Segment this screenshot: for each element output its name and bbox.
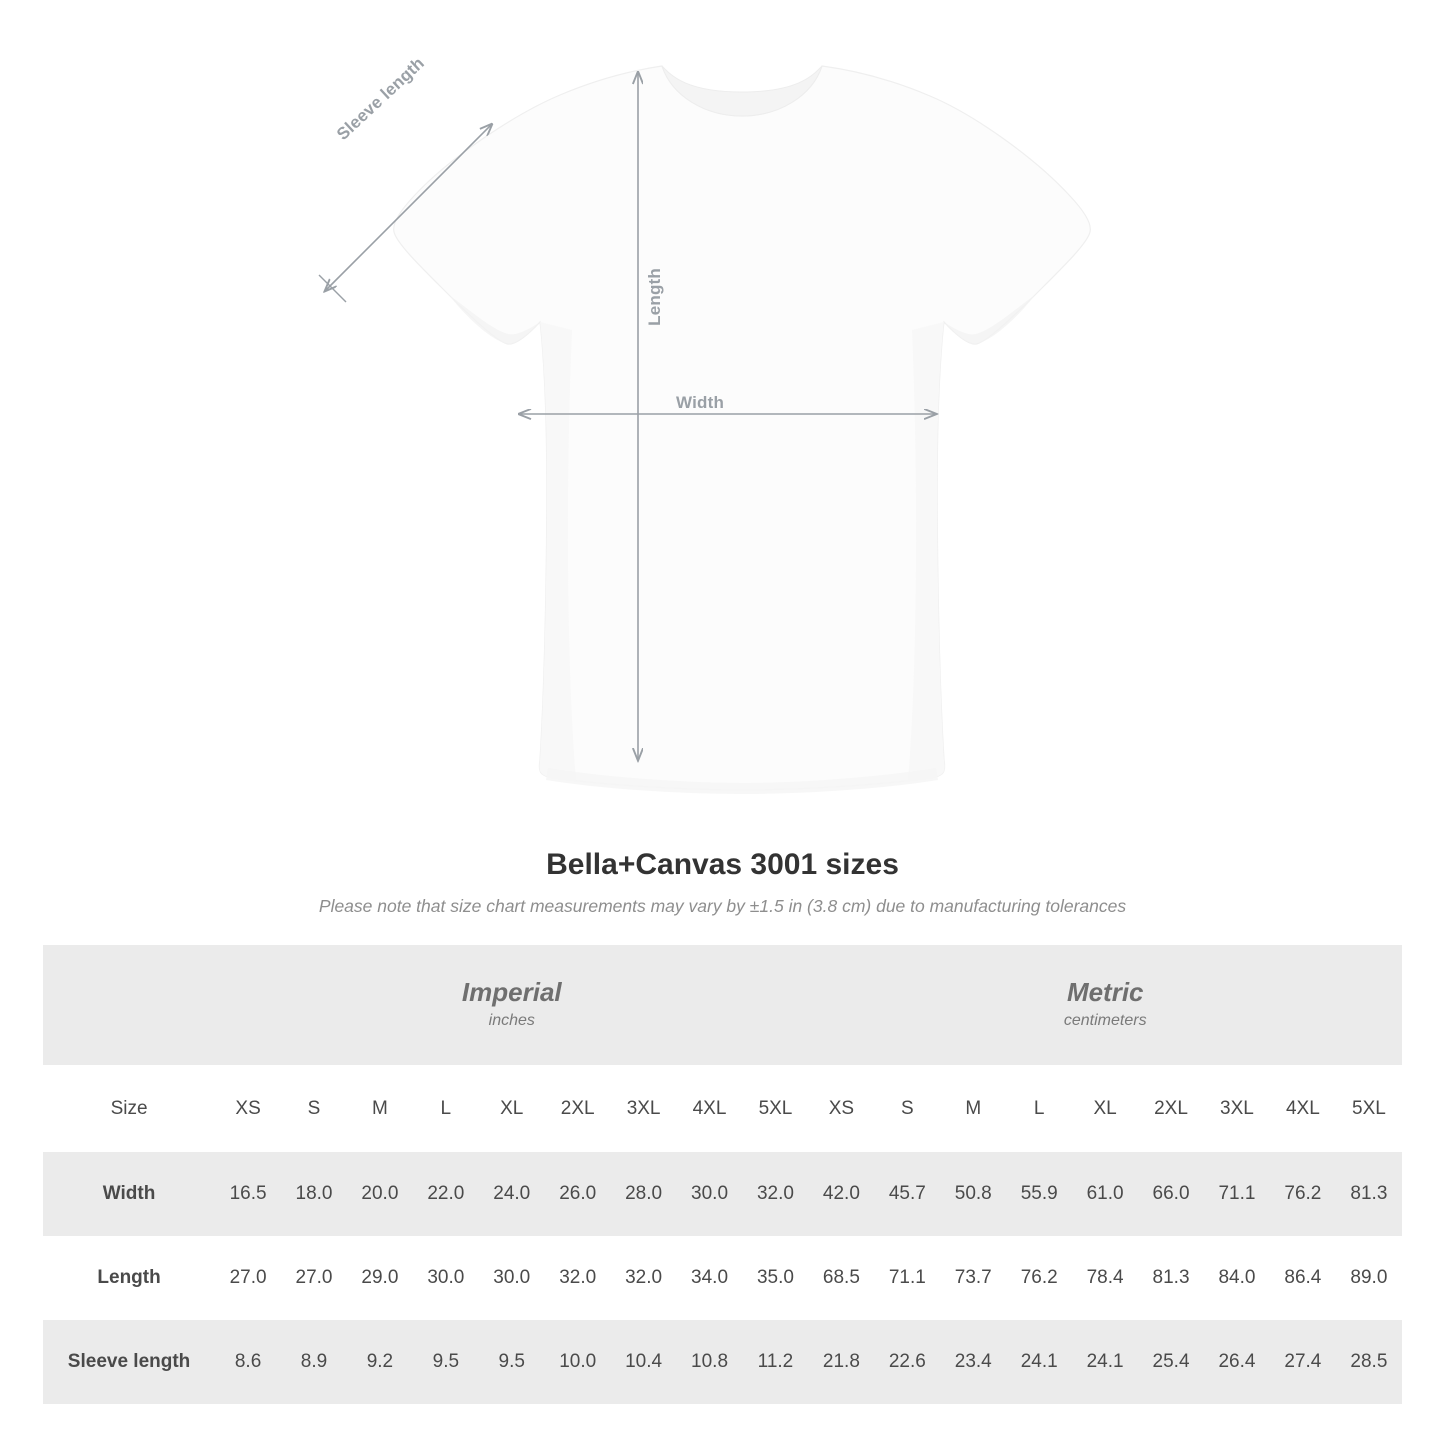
measurement-value: 9.5	[413, 1320, 479, 1404]
table-row	[43, 1236, 1402, 1320]
size-header-cell: M	[940, 1065, 1006, 1152]
measurement-value: 30.0	[677, 1152, 743, 1236]
measurement-value: 68.5	[808, 1236, 874, 1320]
measurement-value: 30.0	[413, 1236, 479, 1320]
measurement-value: 73.7	[940, 1236, 1006, 1320]
measurement-value: 26.4	[1204, 1320, 1270, 1404]
unit-group-name: Imperial	[461, 976, 562, 1007]
measurement-label: Sleeve length	[43, 1320, 215, 1404]
measurement-value: 25.4	[1138, 1320, 1204, 1404]
size-table	[43, 945, 1402, 1404]
measurement-value: 78.4	[1072, 1236, 1138, 1320]
measurement-value: 76.2	[1006, 1236, 1072, 1320]
size-header-cell: XS	[215, 1065, 281, 1152]
table-row	[43, 1152, 1402, 1236]
measurement-label: Length	[43, 1236, 215, 1320]
unit-header-spacer	[43, 945, 215, 1065]
measurement-value: 22.0	[413, 1152, 479, 1236]
measurement-value: 28.0	[611, 1152, 677, 1236]
measurement-value: 9.5	[479, 1320, 545, 1404]
unit-group-sub: inches	[488, 1012, 535, 1030]
title-block	[0, 848, 1445, 917]
measurement-value: 35.0	[742, 1236, 808, 1320]
table-row	[43, 1320, 1402, 1404]
measurement-value: 23.4	[940, 1320, 1006, 1404]
unit-header-row	[43, 945, 1402, 1065]
measurement-label: Width	[43, 1152, 215, 1236]
measurement-value: 71.1	[874, 1236, 940, 1320]
size-header-row	[43, 1065, 1402, 1152]
size-header-cell: 2XL	[545, 1065, 611, 1152]
size-header-cell: 5XL	[1336, 1065, 1402, 1152]
measurement-value: 32.0	[611, 1236, 677, 1320]
size-header-cell: XS	[808, 1065, 874, 1152]
measurement-value: 26.0	[545, 1152, 611, 1236]
tolerance-note: Please note that size chart measurements may vary by ±1.5 in (3.8 cm) due to manufacturing tolerances	[318, 896, 1127, 916]
width-label: Width	[676, 393, 725, 412]
measurement-value: 66.0	[1138, 1152, 1204, 1236]
size-header-cell: 4XL	[677, 1065, 743, 1152]
length-label: Length	[645, 268, 664, 326]
size-header-cell: 5XL	[742, 1065, 808, 1152]
unit-group-sub: centimeters	[1063, 1012, 1147, 1030]
measurement-value: 22.6	[874, 1320, 940, 1404]
measurement-value: 21.8	[808, 1320, 874, 1404]
measurement-value: 84.0	[1204, 1236, 1270, 1320]
size-header-cell: S	[874, 1065, 940, 1152]
measurement-value: 24.1	[1072, 1320, 1138, 1404]
shirt-shape	[394, 66, 1091, 794]
measurement-value: 61.0	[1072, 1152, 1138, 1236]
measurement-value: 10.8	[677, 1320, 743, 1404]
measurement-value: 18.0	[281, 1152, 347, 1236]
measurement-value: 50.8	[940, 1152, 1006, 1236]
size-header-cell: 2XL	[1138, 1065, 1204, 1152]
size-header-cell: L	[413, 1065, 479, 1152]
measurement-value: 34.0	[677, 1236, 743, 1320]
size-header-cell: 4XL	[1270, 1065, 1336, 1152]
size-header-cell: L	[1006, 1065, 1072, 1152]
measurement-value: 81.3	[1336, 1152, 1402, 1236]
measurement-value: 24.0	[479, 1152, 545, 1236]
measurement-value: 24.1	[1006, 1320, 1072, 1404]
size-header-label: Size	[43, 1065, 215, 1152]
measurement-value: 32.0	[742, 1152, 808, 1236]
measurement-value: 11.2	[742, 1320, 808, 1404]
measurement-value: 10.0	[545, 1320, 611, 1404]
measurement-value: 71.1	[1204, 1152, 1270, 1236]
measurement-value: 16.5	[215, 1152, 281, 1236]
measurement-value: 28.5	[1336, 1320, 1402, 1404]
measurement-value: 55.9	[1006, 1152, 1072, 1236]
measurement-value: 27.4	[1270, 1320, 1336, 1404]
size-header-cell: S	[281, 1065, 347, 1152]
measurement-value: 86.4	[1270, 1236, 1336, 1320]
measurement-value: 27.0	[281, 1236, 347, 1320]
unit-group-name: Metric	[1066, 976, 1144, 1007]
measurement-value: 89.0	[1336, 1236, 1402, 1320]
measurement-value: 9.2	[347, 1320, 413, 1404]
sleeve-length-label: Sleeve length	[333, 53, 429, 144]
measurement-value: 29.0	[347, 1236, 413, 1320]
page-title: Bella+Canvas 3001 sizes	[546, 848, 899, 881]
size-header-cell: 3XL	[611, 1065, 677, 1152]
measurement-value: 20.0	[347, 1152, 413, 1236]
measurement-value: 45.7	[874, 1152, 940, 1236]
unit-group-imperial	[215, 945, 808, 1065]
measurement-value: 27.0	[215, 1236, 281, 1320]
measurement-value: 42.0	[808, 1152, 874, 1236]
measurement-value: 8.9	[281, 1320, 347, 1404]
measurement-value: 30.0	[479, 1236, 545, 1320]
measurement-value: 8.6	[215, 1320, 281, 1404]
size-header-cell: M	[347, 1065, 413, 1152]
measurement-value: 32.0	[545, 1236, 611, 1320]
measurement-value: 81.3	[1138, 1236, 1204, 1320]
unit-group-metric	[808, 945, 1402, 1065]
size-header-cell: 3XL	[1204, 1065, 1270, 1152]
size-table-wrapper	[43, 945, 1402, 1404]
measurement-value: 76.2	[1270, 1152, 1336, 1236]
measurement-value: 10.4	[611, 1320, 677, 1404]
size-header-cell: XL	[479, 1065, 545, 1152]
size-header-cell: XL	[1072, 1065, 1138, 1152]
